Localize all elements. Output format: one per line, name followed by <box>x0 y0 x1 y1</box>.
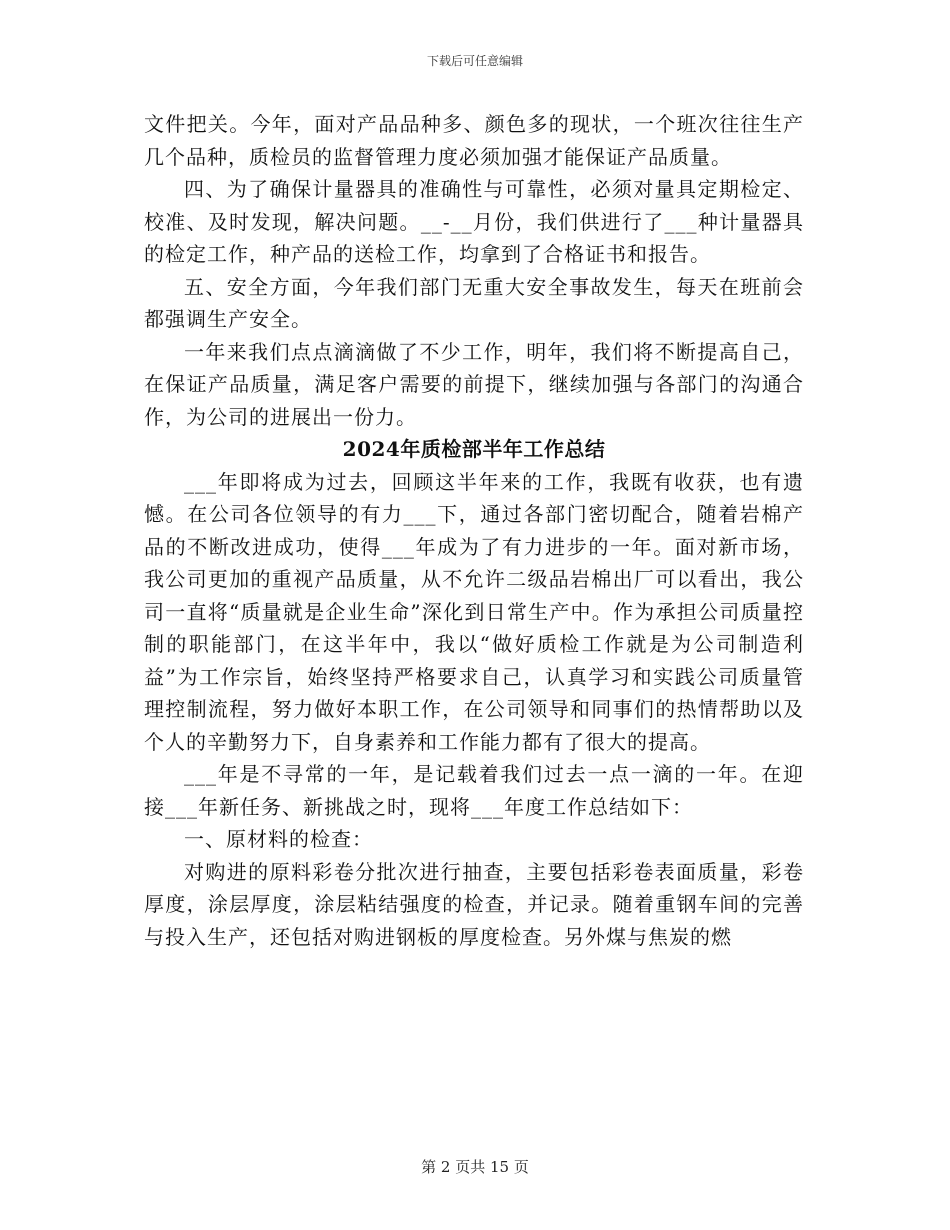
paragraph-item-four: 四、为了确保计量器具的准确性与可靠性，必须对量具定期检定、校准、及时发现，解决问题。__-__月份，我们供进行了___种计量器具的检定工作，种产品的送检工作，均拿到了合格证书和报告。 <box>144 177 804 266</box>
paragraph-summary-lead: ___年是不寻常的一年，是记载着我们过去一点一滴的一年。在迎接___年新任务、新挑战之时，现将___年度工作总结如下： <box>144 762 804 819</box>
page-footer: 第 2 页共 15 页 <box>421 1158 529 1176</box>
document-body <box>144 108 804 953</box>
paragraph-continuation: 文件把关。今年，面对产品品种多、颜色多的现状，一个班次往往生产几个品种，质检员的监督管理力度必须加强才能保证产品质量。 <box>144 112 804 169</box>
paragraph-raw-materials: 对购进的原料彩卷分批次进行抽查，主要包括彩卷表面质量，彩卷厚度，涂层厚度，涂层粘结强度的检查，并记录。随着重钢车间的完善与投入生产，还包括对购进钢板的厚度检查。另外煤与焦炭的燃 <box>144 859 804 949</box>
paragraph-intro: ___年即将成为过去，回顾这半年来的工作，我既有收获，也有遗憾。在公司各位领导的有力___下，通过各部门密切配合，随着岩棉产品的不断改进成功，使得___年成为了有力进步的一年。面对新市场，我公司更加的重视产品质量，从不允许二级品岩棉出厂可以看出，我公司一直将“质量就是企业生命”深化到日常生产中。作为承担公司质量控制的职能部门，在这半年中，我以“做好质检工作就是为公司制造利益”为工作宗旨，始终坚持严格要求自己，认真学习和实践公司质量管理控制流程，努力做好本职工作，在公司领导和同事们的热情帮助以及个人的辛勤努力下，自身素养和工作能力都有了很大的提高。 <box>144 469 804 754</box>
header-note: 下载后可任意编辑 <box>426 54 523 68</box>
section-title: 2024年质检部半年工作总结 <box>342 437 606 461</box>
paragraph-item-five: 五、安全方面，今年我们部门无重大安全事故发生，每天在班前会都强调生产安全。 <box>144 274 804 331</box>
subheading-raw-materials: 一、原材料的检查： <box>184 827 373 851</box>
paragraph-closing: 一年来我们点点滴滴做了不少工作，明年，我们将不断提高自己，在保证产品质量，满足客户需要的前提下，继续加强与各部门的沟通合作，为公司的进展出一份力。 <box>144 339 804 429</box>
